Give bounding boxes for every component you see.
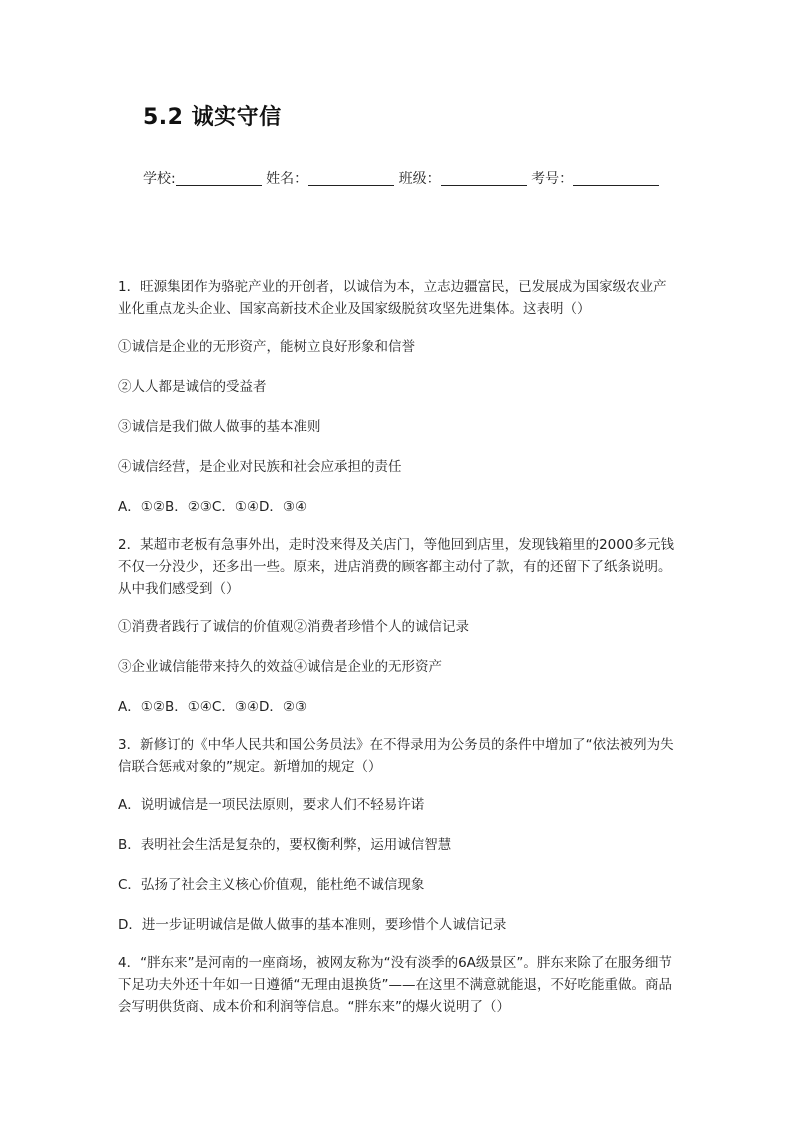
name-blank xyxy=(308,169,394,186)
question-3-option-a: A．说明诚信是一项民法原则，要求人们不轻易许诺 xyxy=(118,797,425,813)
exam-number-blank xyxy=(573,169,659,186)
question-list xyxy=(118,276,680,1018)
question-1-statement-4: ④诚信经营，是企业对民族和社会应承担的责任 xyxy=(118,459,402,475)
question-2-statement-1: ①消费者践行了诚信的价值观②消费者珍惜个人的诚信记录 xyxy=(118,619,469,635)
question-1-statement-1: ①诚信是企业的无形资产，能树立良好形象和信誉 xyxy=(118,339,415,355)
question-2-options: A．①②B．①④C．③④D．②③ xyxy=(118,699,308,715)
question-3-option-b: B．表明社会生活是复杂的，要权衡利弊，运用诚信智慧 xyxy=(118,837,452,853)
question-2-statement-2: ③企业诚信能带来持久的效益④诚信是企业的无形资产 xyxy=(118,659,442,675)
question-4-stem: 4．“胖东来”是河南的一座商场，被网友称为“没有淡季的6A级景区”。胖东来除了在服务细节下足功夫外还十年如一日遵循“无理由退换货”——在这里不满意就能退，不好吃能重做。商品会写明供货商、成本价和利润等信息。“胖东来”的爆火说明了（） xyxy=(118,955,672,1015)
class-label: 班级： xyxy=(398,171,441,187)
question-3-stem: 3．新修订的《中华人民共和国公务员法》在不得录用为公务员的条件中增加了“依法被列为失信联合惩戒对象的”规定。新增加的规定（） xyxy=(118,737,674,775)
question-3-option-c: C．弘扬了社会主义核心价值观，能杜绝不诚信现象 xyxy=(118,877,425,893)
question-3-option-d: D．进一步证明诚信是做人做事的基本准则，要珍惜个人诚信记录 xyxy=(118,917,507,933)
question-1-options: A．①②B．②③C．①④D．③④ xyxy=(118,499,308,515)
question-1-statement-3: ③诚信是我们做人做事的基本准则 xyxy=(118,419,321,435)
class-blank xyxy=(441,169,527,186)
student-info-line xyxy=(143,168,659,188)
school-blank xyxy=(176,169,262,186)
question-2-stem: 2．某超市老板有急事外出，走时没来得及关店门，等他回到店里，发现钱箱里的2000多元钱不仅一分没少，还多出一些。原来，进店消费的顾客都主动付了款，有的还留下了纸条说明。从中我们感受到（） xyxy=(118,537,674,597)
question-1-statement-2: ②人人都是诚信的受益者 xyxy=(118,379,267,395)
name-label: 姓名： xyxy=(266,171,309,187)
exam-number-label: 考号： xyxy=(531,171,574,187)
page-title: 5.2 诚实守信 xyxy=(143,105,282,130)
question-1-stem: 1．旺源集团作为骆驼产业的开创者，以诚信为本，立志边疆富民，已发展成为国家级农业产业化重点龙头企业、国家高新技术企业及国家级脱贫攻坚先进集体。这表明（） xyxy=(118,279,667,317)
school-label: 学校: xyxy=(143,171,176,187)
